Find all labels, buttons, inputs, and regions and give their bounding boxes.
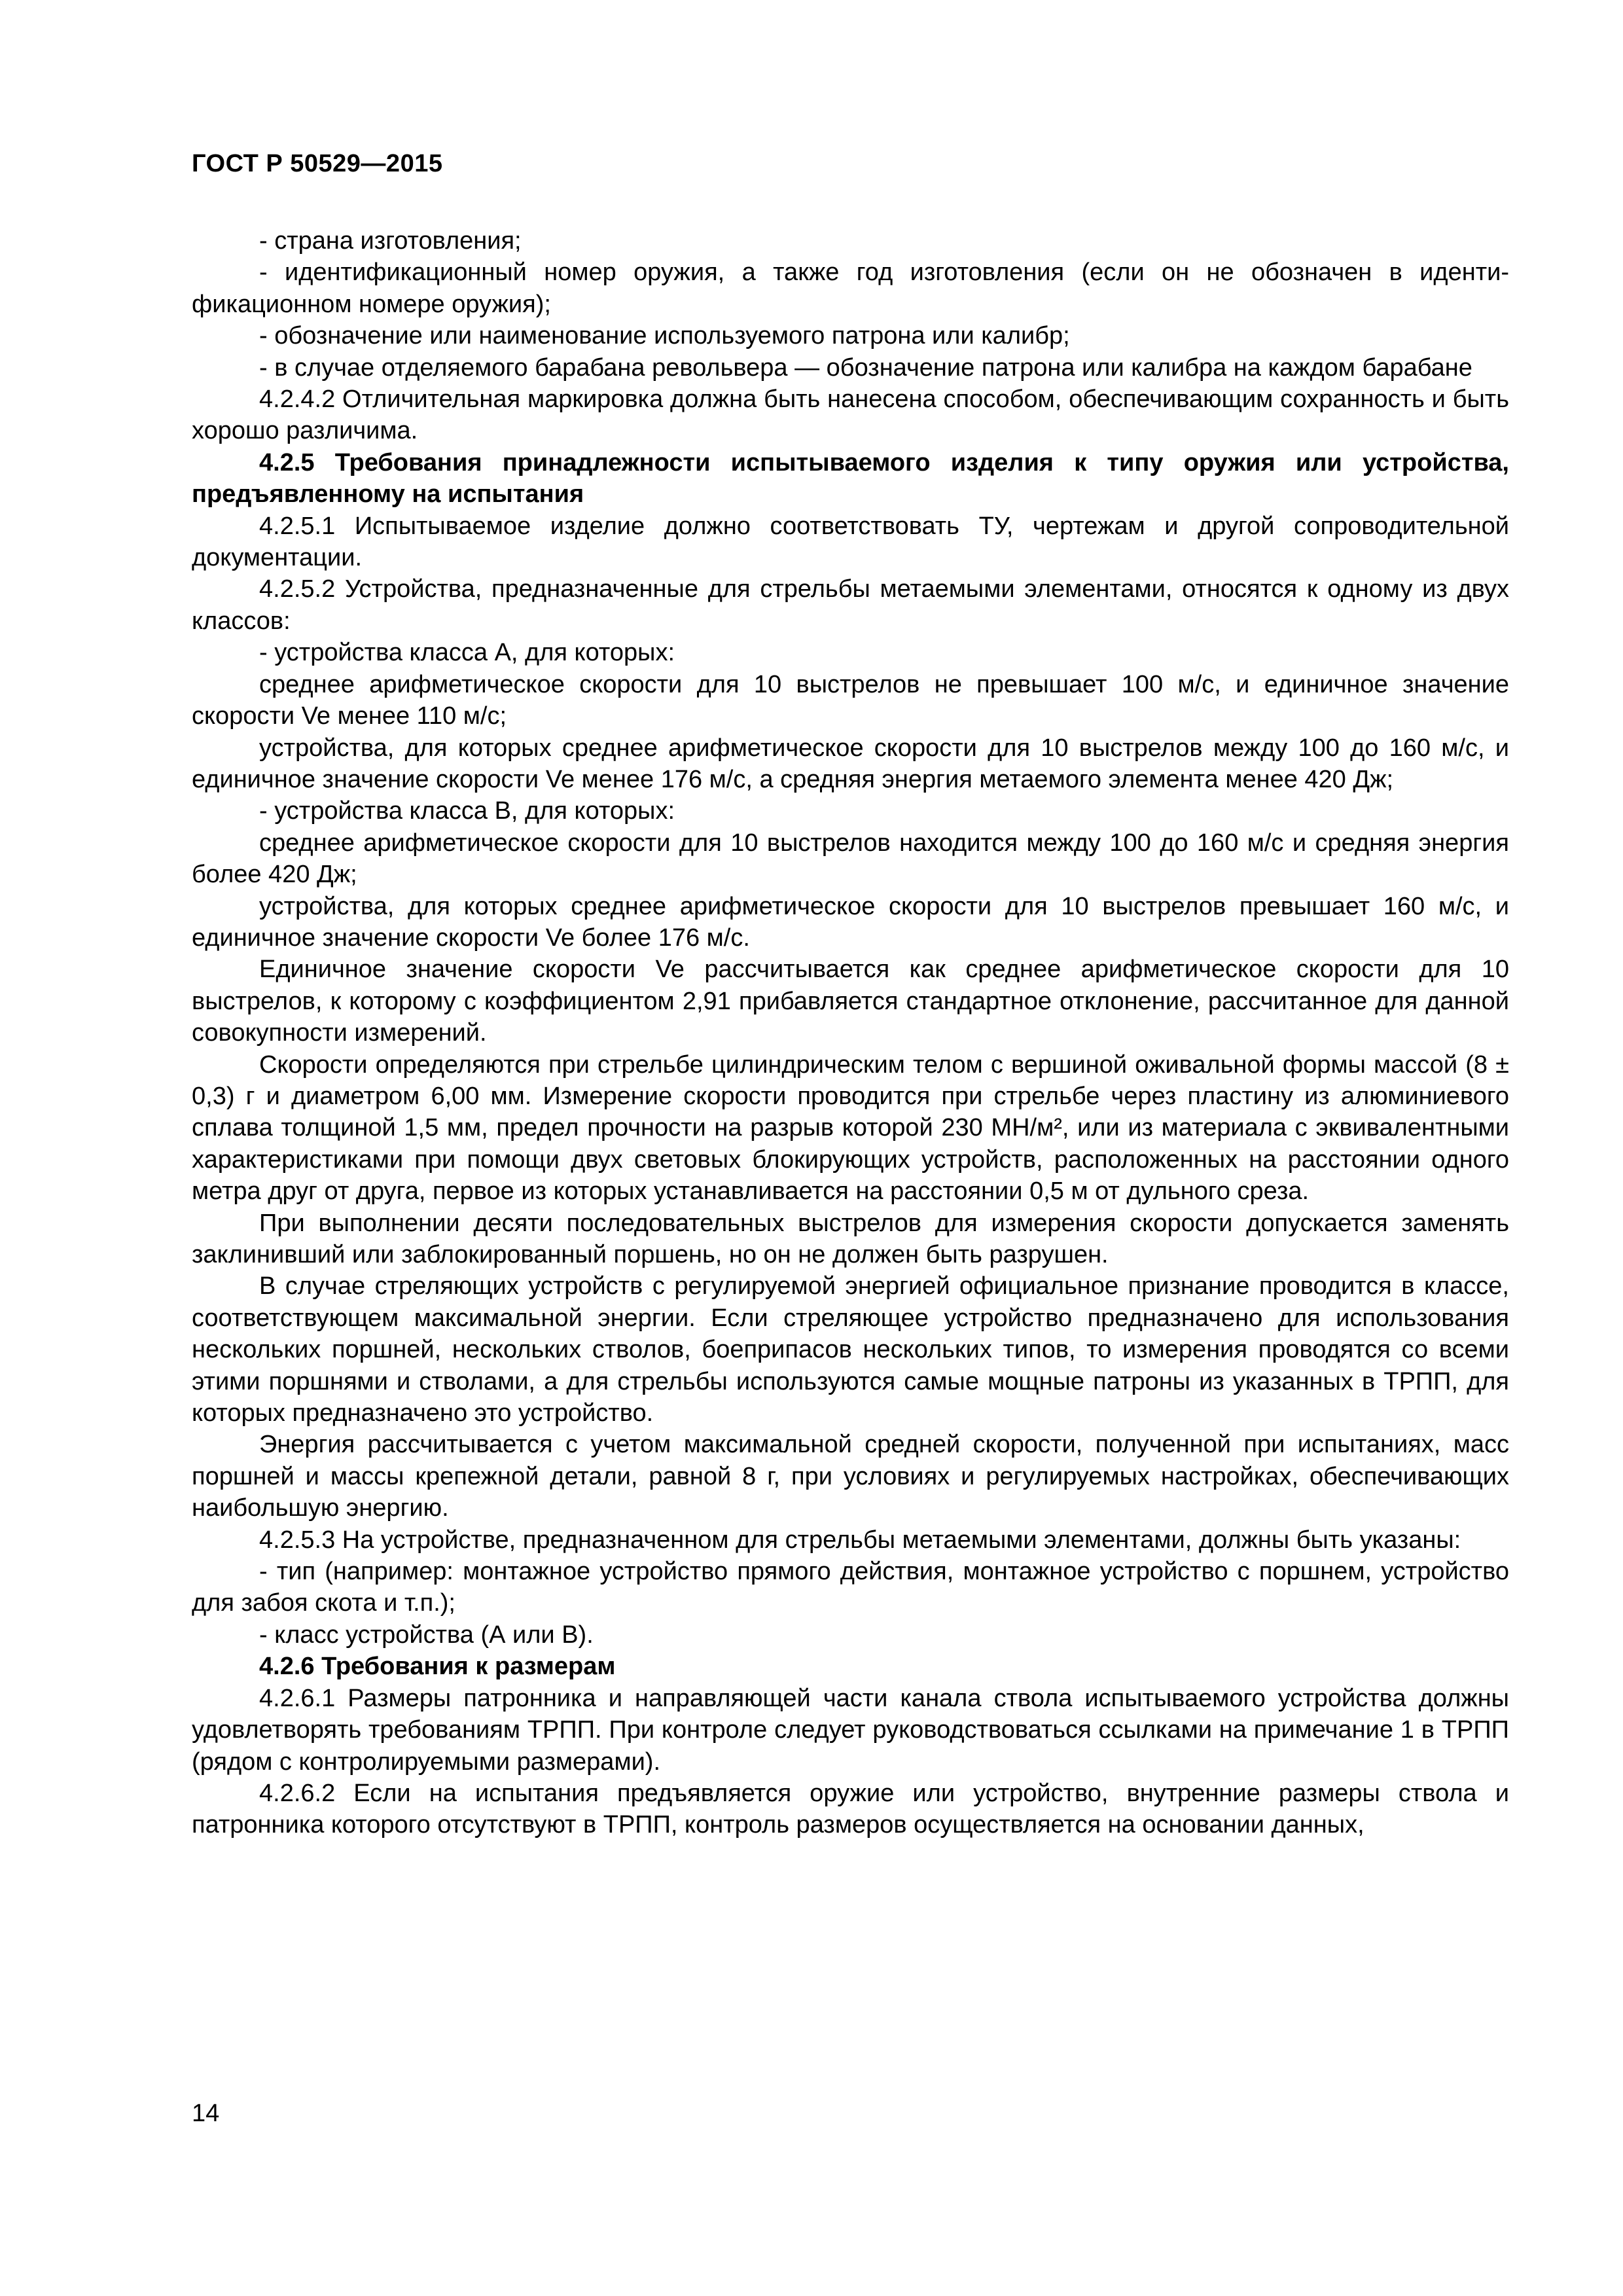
list-item: - страна изготовления; xyxy=(259,227,522,255)
paragraph: устройства, для которых среднее арифметическое скорости для 10 выстрелов превышает 160 м/с, и единичное значение скорости Ve более 176 м/с. xyxy=(192,892,1509,952)
paragraph: При выполнении десяти последовательных выстрелов для измерения скорости допускается заменять заклинивший или заблокированный поршень, но он не должен быть разрушен. xyxy=(192,1209,1509,1268)
list-item: - устройства класса А, для которых: xyxy=(259,639,675,667)
paragraph: 4.2.6.1 Размеры патронника и направляющей части канала ствола испытываемого устройства должны удовлетворять требованиям ТРПП. При контроле следует руководствоваться ссылками на примечание 1 в ТРПП (рядом с контролируемыми размерами). xyxy=(192,1684,1509,1776)
document-header: ГОСТ Р 50529—2015 xyxy=(192,150,443,177)
list-item: - устройства класса В, для которых: xyxy=(259,797,675,825)
paragraph: 4.2.5.1 Испытываемое изделие должно соответствовать ТУ, чертежам и другой сопроводительной документации. xyxy=(192,512,1509,572)
paragraph: устройства, для которых среднее арифметическое скорости для 10 выстрелов между 100 до 160 м/с, и единичное значение скорости Ve менее 176 м/с, а средняя энергия метаемого элемента менее 420 Дж; xyxy=(192,734,1509,793)
paragraph: Энергия рассчитывается с учетом максимальной средней скорости, полученной при испытаниях, масс поршней и массы крепежной детали, равной 8 г, при условиях и регулируемых настройках, обеспечивающих наибольшую энергию. xyxy=(192,1431,1509,1522)
paragraph: среднее арифметическое скорости для 10 выстрелов не превышает 100 м/с, и единичное значение скорости Ve менее 110 м/с; xyxy=(192,670,1509,730)
page-number: 14 xyxy=(192,2100,220,2127)
list-item: - обозначение или наименование используемого патрона или калибр; xyxy=(259,322,1070,350)
paragraph: 4.2.5.2 Устройства, предназначенные для стрельбы метаемыми элементами, относятся к одному из двух классов: xyxy=(192,575,1509,635)
list-item: - класс устройства (А или В). xyxy=(259,1621,594,1649)
paragraph: Скорости определяются при стрельбе цилиндрическим телом с вершиной оживальной формы массой (8 ± 0,3) г и диаметром 6,00 мм. Измерение скорости проводится при стрельбе через пластину из алюминиевого сплава толщиной 1,5 мм, предел прочности на разрыв которой 230 МН/м², или из материала с эквивалентными характеристиками при помощи двух световых блокирующих устройств, расположенных на расстоянии одного метра друг от друга, первое из которых устанавливается на расстоянии 0,5 м от дульного среза. xyxy=(192,1050,1509,1206)
paragraph: В случае стреляющих устройств с регулируемой энергией официальное признание проводится в классе, соответствующем максимальной энергии. Если стреляющее устройство предназначено для использования нескольких поршней, нескольких стволов, боеприпасов нескольких типов, то измерения проводятся со всеми этими поршнями и стволами, а для стрельбы используются самые мощные патроны из указанных в ТРПП, для которых предназначено это устройство. xyxy=(192,1272,1509,1427)
list-item: - идентификационный номер оружия, а также год изготовления (если он не обозначен в идентификационном номере оружия); xyxy=(192,259,1509,318)
paragraph: 4.2.4.2 Отличительная маркировка должна быть нанесена способом, обеспечивающим сохранность и быть хорошо различима. xyxy=(192,386,1509,445)
list-item: - в случае отделяемого барабана револьвера — обозначение патрона или калибра на каждом барабане xyxy=(259,353,1472,382)
section-heading: 4.2.6 Требования к размерам xyxy=(259,1653,616,1681)
paragraph: 4.2.6.2 Если на испытания предъявляется оружие или устройство, внутренние размеры ствола и патронника которого отсутствуют в ТРПП, контроль размеров осуществляется на основании данных, xyxy=(192,1779,1509,1839)
section-heading: 4.2.5 Требования принадлежности испытываемого изделия к типу оружия или устройства, предъявленному на испытания xyxy=(192,448,1509,509)
paragraph: Единичное значение скорости Ve рассчитывается как среднее арифметическое скорости для 10 выстрелов, к которому с коэффициентом 2,91 прибавляется стандартное отклонение, рассчитанное для данной совокупности измерений. xyxy=(192,956,1509,1047)
paragraph: среднее арифметическое скорости для 10 выстрелов находится между 100 до 160 м/с и средняя энергия более 420 Дж; xyxy=(192,829,1509,889)
paragraph: 4.2.5.3 На устройстве, предназначенном для стрельбы метаемыми элементами, должны быть указаны: xyxy=(259,1526,1461,1554)
list-item: - тип (например: монтажное устройство прямого действия, монтажное устройство с поршнем, устройство для забоя скота и т.п.); xyxy=(192,1558,1509,1617)
document-body xyxy=(192,225,1509,1841)
